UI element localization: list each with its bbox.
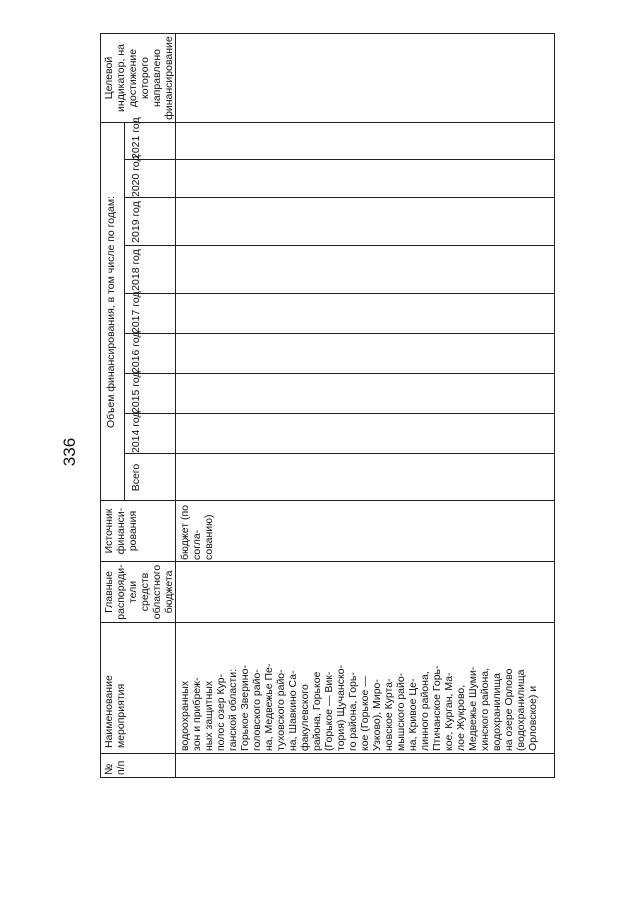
col-divider	[100, 753, 555, 754]
col-divider	[124, 293, 555, 294]
measure-name-line: Орловское) и	[527, 685, 539, 751]
header-budget-managers: Главные распоряди-тели средств областного бюджета	[103, 564, 175, 620]
col-divider	[124, 373, 555, 374]
measure-name-line: ганской области:	[227, 668, 239, 751]
measure-name-line: зон и прибреж-	[191, 677, 203, 751]
table-border-left	[100, 777, 555, 778]
col-divider	[124, 413, 555, 414]
col-divider	[124, 245, 555, 246]
measure-name-line: тория) Щучанско-	[335, 664, 347, 751]
measure-name-line: на, Медвежье Пе-	[263, 663, 275, 751]
header-year-2015: 2015 год	[130, 371, 142, 413]
col-divider	[100, 500, 555, 501]
funding-source-cell: бюджет (по согла-сованию)	[179, 504, 215, 560]
volume-subheader-line	[124, 123, 125, 501]
measure-name-line: полос озер Кур-	[215, 673, 227, 751]
header-target-indicator: Целевой индикатор, на достижение которого направлено финансирование	[103, 36, 175, 120]
measure-name-line: Горькое Зверино-	[239, 665, 251, 751]
page-number: 336	[60, 437, 79, 467]
header-year-2016: 2016 год	[130, 331, 142, 373]
measure-name-line: Узково), Миро-	[371, 679, 383, 751]
header-funding-volume: Объем финансирования, в том числе по годам:	[105, 196, 117, 428]
measure-name-line: на, Шавкино Са-	[287, 670, 299, 751]
col-divider	[124, 159, 555, 160]
header-total: Всего	[130, 463, 142, 492]
header-year-2014: 2014 год	[130, 411, 142, 453]
table-border-bottom	[554, 33, 555, 778]
header-year-2021: 2021 год	[130, 117, 142, 159]
measure-name-line: (водохранилища	[515, 669, 527, 751]
col-divider	[100, 122, 555, 123]
col-divider	[100, 622, 555, 623]
header-number: № п/п	[103, 760, 127, 775]
col-divider	[100, 561, 555, 562]
financing-table	[100, 33, 555, 778]
header-funding-source: Источник финанси-рования	[103, 507, 139, 555]
measure-name-line: головского райо-	[251, 669, 263, 751]
header-year-2020: 2020 год	[130, 155, 142, 197]
measure-name-line: (Горькое — Вик-	[323, 671, 335, 751]
header-year-2019: 2019 год	[130, 201, 142, 243]
measure-name-line: туховского райо-	[275, 669, 287, 751]
measure-name-line: Птичанское Горь-	[431, 665, 443, 751]
measure-name-cell	[179, 624, 551, 751]
table-border-right	[100, 33, 555, 34]
measure-name-line: района, Горькое	[311, 671, 323, 751]
col-divider	[124, 197, 555, 198]
measure-name-line: кое, Курган, Ма-	[443, 672, 455, 751]
table-border-top	[100, 33, 101, 778]
measure-name-line: кое (Горькое —	[359, 676, 371, 751]
header-bottom-line	[175, 33, 176, 778]
col-divider	[124, 453, 555, 454]
measure-name-line: ных защитных	[203, 680, 215, 751]
measure-name-line: водоохранных	[179, 680, 191, 751]
measure-name-line: хинского района,	[479, 667, 491, 751]
measure-name-line: водохранилища	[491, 673, 503, 751]
measure-name-line: Медвежье Шуми-	[467, 666, 479, 751]
measure-name-line: линного района,	[419, 671, 431, 751]
measure-name-line: на озере Орлово	[503, 668, 515, 751]
measure-name-line: новское Курта-	[383, 678, 395, 751]
header-year-2018: 2018 год	[130, 249, 142, 291]
header-measure-name: Наименование мероприятия	[103, 675, 127, 748]
col-divider	[124, 333, 555, 334]
measure-name-line: на, Кривое Це-	[407, 678, 419, 751]
measure-name-line: лое Жукрово,	[455, 684, 467, 751]
measure-name-line: го района, Горь-	[347, 672, 359, 751]
header-year-2017: 2017 год	[130, 291, 142, 333]
measure-name-line: факулевского	[299, 684, 311, 751]
measure-name-line: мышского райо-	[395, 672, 407, 751]
